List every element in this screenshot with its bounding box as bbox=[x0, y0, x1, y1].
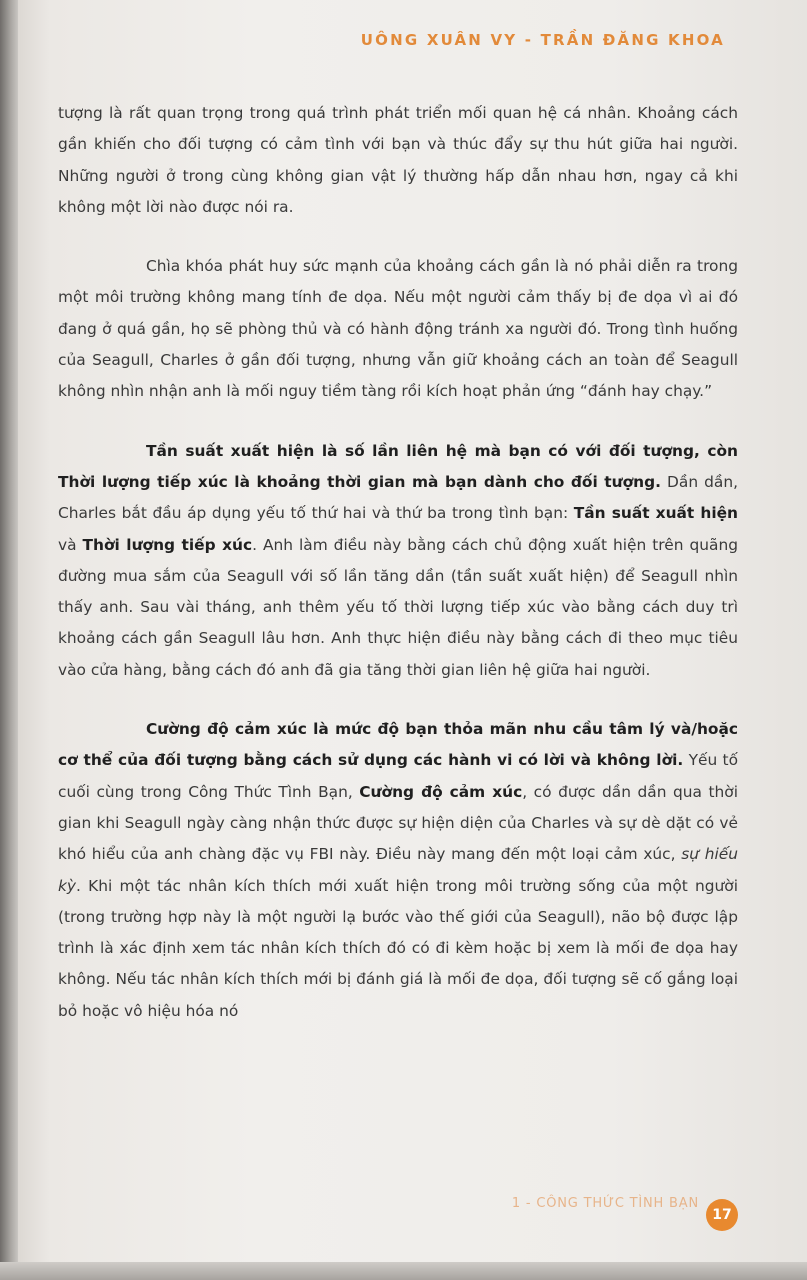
text-run: và bbox=[58, 535, 83, 554]
text-run: tượng là rất quan trọng trong quá trình phát triển mối quan hệ cá nhân. Khoảng cách gần khiến cho đối tượng có cảm tình với bạn và thúc đẩy sự thu hút giữa hai người. Những người ở trong cùng không gian vật lý thường hấp dẫn nhau hơn, ngay cả khi không một lời nào được nói ra. bbox=[58, 104, 738, 216]
bold-run: Thời lượng tiếp xúc bbox=[82, 535, 253, 554]
bold-run: Cường độ cảm xúc bbox=[359, 782, 523, 801]
paragraph bbox=[58, 436, 738, 686]
paragraph bbox=[58, 251, 738, 407]
text-run: Chìa khóa phát huy sức mạnh của khoảng cách gần là nó phải diễn ra trong một môi trường không mang tính đe dọa. Nếu một người cảm thấy bị đe dọa vì ai đó đang ở quá gần, họ sẽ phòng thủ và có hành động tránh xa người đó. Trong tình huống của Seagull, Charles ở gần đối tượng, nhưng vẫn giữ khoảng cách an toàn để Seagull không nhìn nhận anh là mối nguy tiềm tàng rồi kích hoạt phản ứng “đánh hay chạy.” bbox=[58, 257, 738, 401]
text-run: Dần dần, Charles bắt đầu áp dụng yếu tố thứ hai và thứ ba trong tình bạn: bbox=[58, 472, 738, 523]
paragraph bbox=[58, 98, 738, 223]
text-run: . Anh làm điều này bằng cách chủ động xuất hiện trên quãng đường mua sắm của Seagull với số lần tăng dần (tần suất xuất hiện) để Seagull nhìn thấy anh. Sau vài tháng, anh thêm yếu tố thời lượng tiếp xúc vào bằng cách duy trì khoảng cách gần Seagull lâu hơn. Anh thực hiện điều này bằng cách đi theo mục tiêu vào cửa hàng, bằng cách đó anh đã gia tăng thời gian liên hệ giữa hai người. bbox=[58, 535, 738, 679]
body-text bbox=[58, 98, 738, 1055]
italic-run: sự hiếu kỳ bbox=[58, 845, 738, 895]
paragraph bbox=[58, 714, 738, 1027]
bold-run: Tần suất xuất hiện là số lần liên hệ mà bạn có với đối tượng, còn Thời lượng tiếp xúc là khoảng thời gian mà bạn dành cho đối tượng. bbox=[58, 441, 738, 491]
book-spine-shadow bbox=[0, 0, 18, 1280]
page-bottom-edge bbox=[0, 1262, 807, 1280]
bold-run: Cường độ cảm xúc là mức độ bạn thỏa mãn nhu cầu tâm lý và/hoặc cơ thể của đối tượng bằng cách sử dụng các hành vi có lời và không lời. bbox=[58, 720, 738, 770]
running-head: UÔNG XUÂN VY - TRẦN ĐĂNG KHOA bbox=[360, 31, 725, 49]
page-number-badge: 17 bbox=[706, 1199, 738, 1231]
text-run: Yếu tố cuối cùng trong Công Thức Tình Bạn, bbox=[58, 751, 738, 801]
bold-run: Tần suất xuất hiện bbox=[573, 504, 738, 523]
chapter-footer-label: 1 - CÔNG THỨC TÌNH BẠN bbox=[511, 1196, 699, 1211]
text-run: , có được dần dần qua thời gian khi Seagull ngày càng nhận thức được sự hiện diện của Charles và sự dè dặt có vẻ khó hiểu của anh chàng đặc vụ FBI này. Điều này mang đến một loại cảm xúc, bbox=[58, 782, 738, 864]
text-run: . Khi một tác nhân kích thích mới xuất hiện trong môi trường sống của một người (trong trường hợp này là một người lạ bước vào thế giới của Seagull), não bộ được lập trình là xác định xem tác nhân kích thích đó có đi kèm hoặc bị xem là mối đe dọa hay không. Nếu tác nhân kích thích mới bị đánh giá là mối đe dọa, đối tượng sẽ cố gắng loại bỏ hoặc vô hiệu hóa nó bbox=[58, 876, 738, 1020]
